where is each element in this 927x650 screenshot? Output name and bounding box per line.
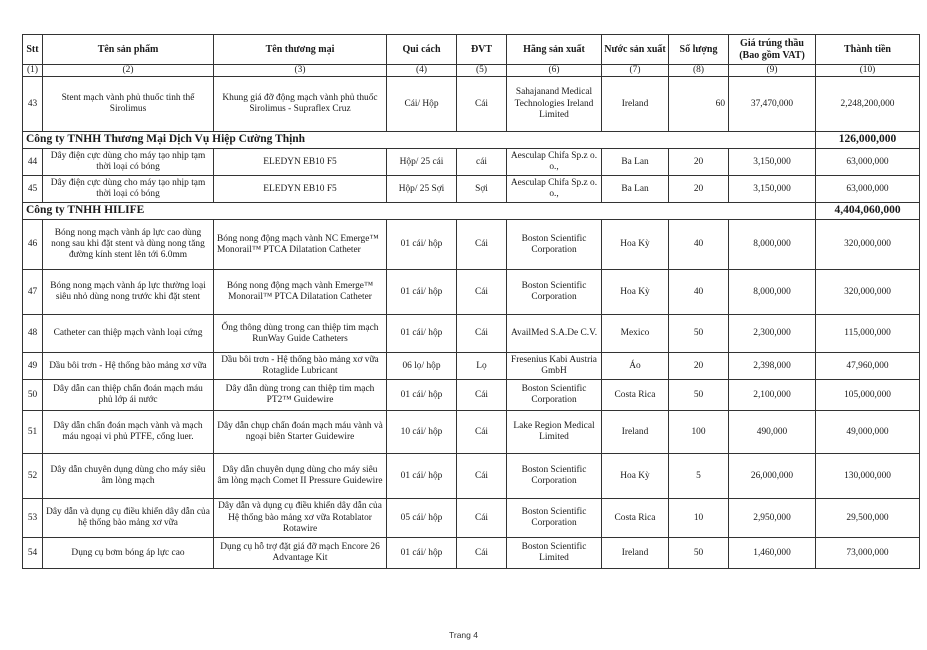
amount-cell: 320,000,000 — [816, 270, 920, 315]
stt-cell: 43 — [23, 77, 43, 132]
price-cell: 2,300,000 — [729, 315, 816, 353]
column-number: (8) — [669, 65, 729, 77]
country-cell: Ba Lan — [602, 176, 669, 203]
spec-cell: Hộp/ 25 cái — [387, 149, 457, 176]
spec-cell: 10 cái/ hộp — [387, 411, 457, 454]
page-number: Trang 4 — [449, 630, 478, 640]
unit-cell: Cái — [457, 315, 507, 353]
column-number: (3) — [214, 65, 387, 77]
unit-cell: Cái — [457, 77, 507, 132]
amount-cell: 105,000,000 — [816, 380, 920, 411]
company-row — [23, 132, 920, 149]
column-number: (1) — [23, 65, 43, 77]
spec-cell: Hộp/ 25 Sợi — [387, 176, 457, 203]
table-row — [23, 77, 920, 132]
manufacturer-cell: Aesculap Chifa Sp.z o. o., — [507, 176, 602, 203]
price-cell: 490,000 — [729, 411, 816, 454]
company-total: 4,404,060,000 — [816, 203, 920, 220]
quantity-cell: 10 — [669, 499, 729, 538]
company-name: Công ty TNHH HILIFE — [23, 203, 816, 220]
quantity-cell: 20 — [669, 176, 729, 203]
unit-cell: Cái — [457, 454, 507, 499]
product-name-cell: Dây dẫn can thiệp chẩn đoán mạch máu phủ lớp ái nước — [43, 380, 214, 411]
amount-cell: 63,000,000 — [816, 176, 920, 203]
quantity-cell: 100 — [669, 411, 729, 454]
manufacturer-cell: Boston Scientific Corporation — [507, 499, 602, 538]
column-number-row — [23, 65, 920, 77]
trade-name-cell: Bóng nong động mạch vành NC Emerge™ Monorail™ PTCA Dilatation Catheter — [214, 220, 387, 270]
manufacturer-cell: Boston Scientific Corporation — [507, 220, 602, 270]
manufacturer-cell: Boston Scientific Corporation — [507, 454, 602, 499]
trade-name-cell: Ống thông dùng trong can thiệp tim mạch RunWay Guide Catheters — [214, 315, 387, 353]
unit-cell: Sợi — [457, 176, 507, 203]
manufacturer-cell: Sahajanand Medical Technologies Ireland Limited — [507, 77, 602, 132]
amount-cell: 29,500,000 — [816, 499, 920, 538]
stt-cell: 44 — [23, 149, 43, 176]
table-row — [23, 411, 920, 454]
stt-cell: 51 — [23, 411, 43, 454]
bid-results-table — [22, 34, 920, 569]
country-cell: Mexico — [602, 315, 669, 353]
spec-cell: 01 cái/ hộp — [387, 270, 457, 315]
price-cell: 8,000,000 — [729, 220, 816, 270]
amount-cell: 320,000,000 — [816, 220, 920, 270]
quantity-cell: 50 — [669, 315, 729, 353]
price-cell: 3,150,000 — [729, 149, 816, 176]
country-cell: Costa Rica — [602, 380, 669, 411]
spec-cell: 01 cái/ hộp — [387, 538, 457, 569]
country-cell: Costa Rica — [602, 499, 669, 538]
header-trade-name: Tên thương mại — [214, 35, 387, 65]
header-manufacturer: Hãng sản xuất — [507, 35, 602, 65]
stt-cell: 46 — [23, 220, 43, 270]
unit-cell: Cái — [457, 270, 507, 315]
header-product-name: Tên sản phẩm — [43, 35, 214, 65]
country-cell: Hoa Kỳ — [602, 220, 669, 270]
amount-cell: 49,000,000 — [816, 411, 920, 454]
country-cell: Ireland — [602, 77, 669, 132]
column-number: (2) — [43, 65, 214, 77]
manufacturer-cell: Aesculap Chifa Sp.z o. o., — [507, 149, 602, 176]
table-row — [23, 315, 920, 353]
product-name-cell: Catheter can thiệp mạch vành loại cứng — [43, 315, 214, 353]
spec-cell: 06 lọ/ hộp — [387, 353, 457, 380]
company-row — [23, 203, 920, 220]
trade-name-cell: Dầu bôi trơn - Hệ thống bào mảng xơ vữa Rotaglide Lubricant — [214, 353, 387, 380]
manufacturer-cell: AvailMed S.A.De C.V. — [507, 315, 602, 353]
unit-cell: Lọ — [457, 353, 507, 380]
table-row — [23, 270, 920, 315]
stt-cell: 48 — [23, 315, 43, 353]
price-cell: 8,000,000 — [729, 270, 816, 315]
product-name-cell: Stent mạch vành phủ thuốc tinh thể Sirolimus — [43, 77, 214, 132]
price-cell: 1,460,000 — [729, 538, 816, 569]
header-spec: Qui cách — [387, 35, 457, 65]
company-name: Công ty TNHH Thương Mại Dịch Vụ Hiệp Cường Thịnh — [23, 132, 816, 149]
stt-cell: 45 — [23, 176, 43, 203]
header-row — [23, 35, 920, 65]
unit-cell: cái — [457, 149, 507, 176]
trade-name-cell: Dây dẫn dùng trong can thiệp tim mạch PT2™ Guidewire — [214, 380, 387, 411]
header-amount: Thành tiền — [816, 35, 920, 65]
product-name-cell: Dây dẫn chuyên dụng dùng cho máy siêu âm lòng mạch — [43, 454, 214, 499]
header-unit: ĐVT — [457, 35, 507, 65]
trade-name-cell: ELEDYN EB10 F5 — [214, 176, 387, 203]
spec-cell: 01 cái/ hộp — [387, 315, 457, 353]
spec-cell: 01 cái/ hộp — [387, 220, 457, 270]
table-row — [23, 149, 920, 176]
stt-cell: 49 — [23, 353, 43, 380]
header-price: Giá trúng thầu (Bao gồm VAT) — [729, 35, 816, 65]
amount-cell: 63,000,000 — [816, 149, 920, 176]
stt-cell: 50 — [23, 380, 43, 411]
trade-name-cell: Dây dẫn chuyên dụng dùng cho máy siêu âm lòng mạch Comet II Pressure Guidewire — [214, 454, 387, 499]
table-row — [23, 499, 920, 538]
header-quantity: Số lượng — [669, 35, 729, 65]
quantity-cell: 40 — [669, 270, 729, 315]
product-name-cell: Dây dẫn chẩn đoán mạch vành và mạch máu ngoại vi phủ PTFE, cổng luer. — [43, 411, 214, 454]
price-cell: 2,100,000 — [729, 380, 816, 411]
country-cell: Ireland — [602, 411, 669, 454]
country-cell: Hoa Kỳ — [602, 454, 669, 499]
column-number: (6) — [507, 65, 602, 77]
product-name-cell: Bóng nong mạch vành áp lực thường loại siêu nhỏ dùng nong trước khi đặt stent — [43, 270, 214, 315]
price-cell: 26,000,000 — [729, 454, 816, 499]
amount-cell: 47,960,000 — [816, 353, 920, 380]
product-name-cell: Dây điện cực dùng cho máy tạo nhịp tạm thời loại có bóng — [43, 176, 214, 203]
country-cell: Áo — [602, 353, 669, 380]
table-row — [23, 220, 920, 270]
trade-name-cell: Dụng cụ hỗ trợ đặt giá đỡ mạch Encore 26 Advantage Kit — [214, 538, 387, 569]
spec-cell: 01 cái/ hộp — [387, 380, 457, 411]
price-cell: 2,398,000 — [729, 353, 816, 380]
country-cell: Hoa Kỳ — [602, 270, 669, 315]
manufacturer-cell: Lake Region Medical Limited — [507, 411, 602, 454]
table-row — [23, 353, 920, 380]
trade-name-cell: Dây dẫn và dụng cụ điều khiển dây dẫn của Hệ thống bào mảng xơ vữa Rotablator Rotawire — [214, 499, 387, 538]
product-name-cell: Dụng cụ bơm bóng áp lực cao — [43, 538, 214, 569]
unit-cell: Cái — [457, 499, 507, 538]
quantity-cell: 40 — [669, 220, 729, 270]
header-stt: Stt — [23, 35, 43, 65]
product-name-cell: Bóng nong mạch vành áp lực cao dùng nong sau khi đặt stent và dùng nong tăng đường kính stent lên tới 6.0mm — [43, 220, 214, 270]
table-row — [23, 454, 920, 499]
stt-cell: 52 — [23, 454, 43, 499]
column-number: (4) — [387, 65, 457, 77]
price-cell: 37,470,000 — [729, 77, 816, 132]
stt-cell: 54 — [23, 538, 43, 569]
manufacturer-cell: Boston Scientific Corporation — [507, 380, 602, 411]
quantity-cell: 20 — [669, 149, 729, 176]
amount-cell: 130,000,000 — [816, 454, 920, 499]
unit-cell: Cái — [457, 220, 507, 270]
unit-cell: Cái — [457, 380, 507, 411]
company-total: 126,000,000 — [816, 132, 920, 149]
spec-cell: Cái/ Hộp — [387, 77, 457, 132]
unit-cell: Cái — [457, 538, 507, 569]
manufacturer-cell: Boston Scientific Corporation — [507, 270, 602, 315]
amount-cell: 115,000,000 — [816, 315, 920, 353]
column-number: (7) — [602, 65, 669, 77]
product-name-cell: Dầu bôi trơn - Hệ thống bào mảng xơ vữa — [43, 353, 214, 380]
spec-cell: 01 cái/ hộp — [387, 454, 457, 499]
quantity-cell: 60 — [669, 77, 729, 132]
quantity-cell: 50 — [669, 380, 729, 411]
column-number: (9) — [729, 65, 816, 77]
column-number: (10) — [816, 65, 920, 77]
manufacturer-cell: Fresenius Kabi Austria GmbH — [507, 353, 602, 380]
price-cell: 2,950,000 — [729, 499, 816, 538]
unit-cell: Cái — [457, 411, 507, 454]
trade-name-cell: Khung giá đỡ động mạch vành phủ thuốc Sirolimus - Supraflex Cruz — [214, 77, 387, 132]
trade-name-cell: Bóng nong động mạch vành Emerge™ Monorail™ PTCA Dilatation Catheter — [214, 270, 387, 315]
column-number: (5) — [457, 65, 507, 77]
price-cell: 3,150,000 — [729, 176, 816, 203]
quantity-cell: 50 — [669, 538, 729, 569]
stt-cell: 47 — [23, 270, 43, 315]
manufacturer-cell: Boston Scientific Limited — [507, 538, 602, 569]
table-row — [23, 538, 920, 569]
product-name-cell: Dây điện cực dùng cho máy tạo nhịp tạm thời loại có bóng — [43, 149, 214, 176]
spec-cell: 05 cái/ hộp — [387, 499, 457, 538]
quantity-cell: 5 — [669, 454, 729, 499]
header-country: Nước sản xuất — [602, 35, 669, 65]
trade-name-cell: Dây dẫn chụp chẩn đoán mạch máu vành và ngoại biên Starter Guidewire — [214, 411, 387, 454]
trade-name-cell: ELEDYN EB10 F5 — [214, 149, 387, 176]
product-name-cell: Dây dẫn và dụng cụ điều khiển dây dẫn của hệ thống bào mảng xơ vữa — [43, 499, 214, 538]
table-row — [23, 380, 920, 411]
quantity-cell: 20 — [669, 353, 729, 380]
amount-cell: 2,248,200,000 — [816, 77, 920, 132]
stt-cell: 53 — [23, 499, 43, 538]
country-cell: Ireland — [602, 538, 669, 569]
amount-cell: 73,000,000 — [816, 538, 920, 569]
country-cell: Ba Lan — [602, 149, 669, 176]
table-row — [23, 176, 920, 203]
